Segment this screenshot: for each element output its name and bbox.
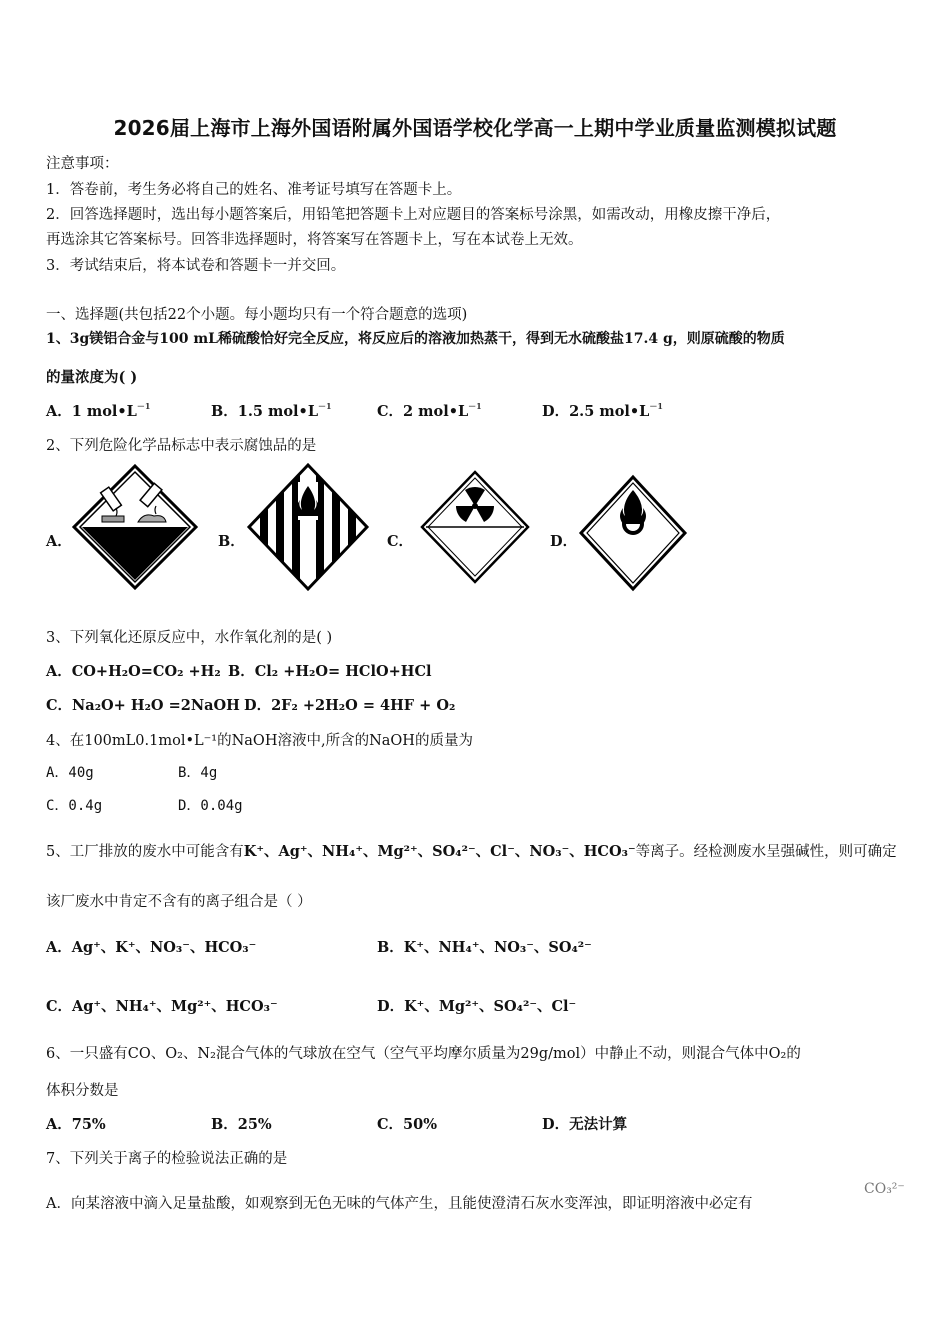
section-heading: 一、选择题(共包括22个小题。每小题均只有一个符合题意的选项) (46, 307, 468, 323)
q6-option-b[interactable]: B．25% (211, 1116, 272, 1133)
q3-option-d[interactable]: D．2F₂ +2H₂O = 4HF + O₂ (244, 697, 456, 714)
q2-label-b[interactable]: B． (218, 533, 245, 550)
unit-exponent: －1 (468, 401, 482, 411)
q5-suffix: 等离子。经检测废水呈强碱性，则可确定 (635, 844, 897, 860)
q2-label-d[interactable]: D． (550, 533, 578, 550)
notice-item: 1．答卷前，考生务必将自己的姓名、准考证号填写在答题卡上。 (46, 182, 462, 198)
unit-exponent: －1 (649, 401, 663, 411)
q5-ion-list: K⁺、Ag⁺、NH₄⁺、Mg²⁺、SO₄²⁻、Cl⁻、NO₃⁻、HCO₃⁻ (243, 843, 636, 860)
q7-option-a-text: A．向某溶液中滴入足量盐酸，如观察到无色无味的气体产生，且能使澄清石灰水变浑浊，即证明溶液中必定有 (46, 1196, 753, 1212)
q1-option-d[interactable] (542, 400, 663, 421)
q1-stem-line2: 的量浓度为( ) (46, 369, 138, 386)
q2-label-a[interactable]: A． (46, 533, 72, 550)
oxidizer-sign[interactable] (578, 474, 688, 592)
q3-option-b[interactable]: B．Cl₂ +H₂O= HClO+HCl (228, 663, 432, 680)
q6-option-c[interactable]: C．50% (377, 1116, 437, 1133)
q1-option-b[interactable] (211, 400, 332, 421)
q6-option-d[interactable]: D．无法计算 (542, 1116, 628, 1133)
q3-option-c[interactable]: C．Na₂O+ H₂O =2NaOH (46, 697, 240, 714)
spontaneous-combustion-sign[interactable] (246, 462, 370, 592)
notice-heading: 注意事项： (46, 156, 119, 172)
radioactive-sign[interactable] (420, 470, 530, 585)
q4-option-a[interactable]: A．40g (46, 765, 94, 781)
notice-item: 2．回答选择题时，选出每小题答案后，用铅笔把答题卡上对应题目的答案标号涂黑，如需改动，用橡皮擦干净后， (46, 207, 781, 223)
q1-option-b-text: B．1.5 mol•L (211, 403, 319, 420)
q2-stem: 2、下列危险化学品标志中表示腐蚀品的是 (46, 438, 317, 454)
q4-stem: 4、在100mL0.1mol•L⁻¹的NaOH溶液中,所含的NaOH的质量为 (46, 733, 473, 749)
page-title: 2026届上海市上海外国语附属外国语学校化学高一上期中学业质量监测模拟试题 (113, 116, 837, 140)
q6-option-a[interactable]: A．75% (46, 1116, 106, 1133)
carbonate-formula: CO₃²⁻ (864, 1181, 905, 1197)
q5-option-c[interactable]: C．Ag⁺、NH₄⁺、Mg²⁺、HCO₃⁻ (46, 998, 278, 1015)
q7-option-a[interactable] (46, 1192, 752, 1213)
q4-option-b[interactable]: B．4g (178, 765, 218, 781)
q6-stem-line1: 6、一只盛有CO、O₂、N₂混合气体的气球放在空气（空气平均摩尔质量为29g/mol）中静止不动，则混合气体中O₂的 (46, 1046, 801, 1062)
corrosive-sign[interactable] (72, 464, 198, 590)
unit-exponent: －1 (318, 401, 332, 411)
q3-stem: 3、下列氧化还原反应中，水作氧化剂的是( ) (46, 630, 333, 646)
q1-option-c-text: C．2 mol•L (377, 403, 469, 420)
q5-stem-line2: 该厂废水中肯定不含有的离子组合是（ ） (46, 894, 312, 910)
q4-option-d[interactable]: D．0.04g (178, 798, 243, 814)
q5-prefix: 5、工厂排放的废水中可能含有 (46, 844, 244, 860)
q6-stem-line2: 体积分数是 (46, 1083, 119, 1099)
q3-option-a[interactable]: A．CO+H₂O=CO₂ +H₂ (46, 663, 221, 680)
q2-label-c[interactable]: C． (387, 533, 414, 550)
q5-stem-line1 (46, 840, 897, 861)
q1-option-d-text: D．2.5 mol•L (542, 403, 650, 420)
notice-item: 再选涂其它答案标号。回答非选择题时，将答案写在答题卡上，写在本试卷上无效。 (46, 232, 583, 248)
q7-stem: 7、下列关于离子的检验说法正确的是 (46, 1151, 288, 1167)
q4-option-c[interactable]: C．0.4g (46, 798, 103, 814)
q1-option-c[interactable] (377, 400, 482, 421)
q5-option-b[interactable]: B．K⁺、NH₄⁺、NO₃⁻、SO₄²⁻ (377, 939, 592, 956)
q5-option-d[interactable]: D．K⁺、Mg²⁺、SO₄²⁻、Cl⁻ (377, 998, 577, 1015)
q1-stem-line1: 1、3g镁铝合金与100 mL稀硫酸恰好完全反应，将反应后的溶液加热蒸干，得到无水硫酸盐17.4 g，则原硫酸的物质 (46, 331, 785, 347)
q1-option-a[interactable] (46, 400, 150, 421)
q1-option-a-text: A．1 mol•L (46, 403, 137, 420)
unit-exponent: －1 (136, 401, 151, 411)
notice-item: 3．考试结束后，将本试卷和答题卡一并交回。 (46, 258, 346, 274)
q5-option-a[interactable]: A．Ag⁺、K⁺、NO₃⁻、HCO₃⁻ (46, 939, 257, 956)
